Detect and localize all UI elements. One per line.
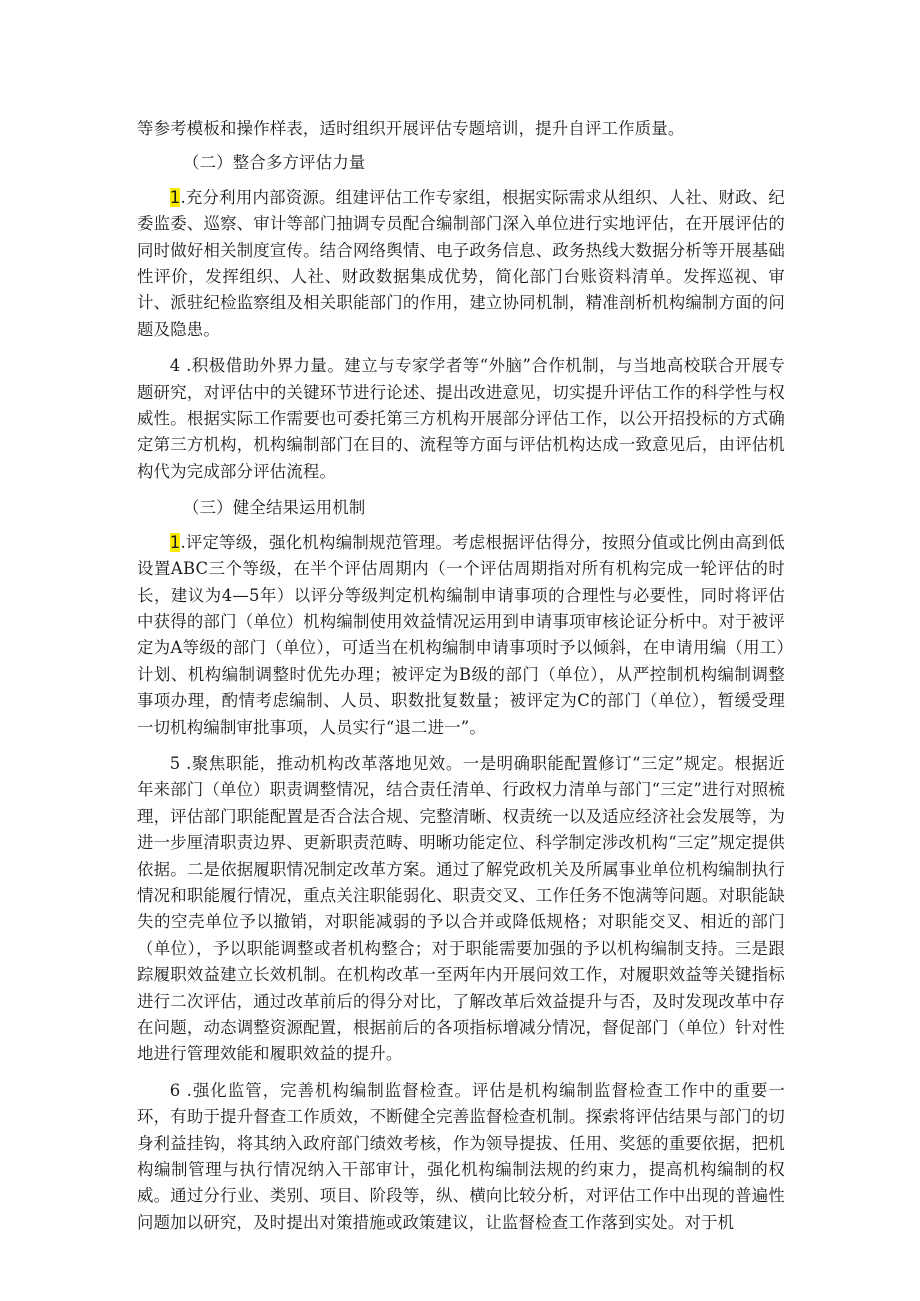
paragraph-text: .充分利用内部资源。组建评估工作专家组，根据实际需求从组织、人社、财政、纪委监委、巡察、审计等部门抽调专员配合编制部门深入单位进行实地评估，在开展评估的同时做好相关制度宣传。结合网络舆情、电子政务信息、政务热线大数据分析等开展基础性评价，发挥组织、人社、财政数据集成优势，简化部门台账资料清单。发挥巡视、审计、派驻纪检监察组及相关职能部门的作用，建立协同机制，精准剖析机构编制方面的问题及隐患。 xyxy=(137,187,785,339)
paragraph-function-focus: 5 .聚焦职能，推动机构改革落地见效。一是明确职能配置修订“三定”规定。根据近年来部门（单位）职责调整情况，结合责任清单、行政权力清单与部门“三定”进行对照梳理，评估部门职能配置是否合法合规、完整清晰、权责统一以及适应经济社会发展等，为进一步厘清职责边界、更新职责范畴、明晰功能定位、科学制定涉改机构“三定”规定提供依据。二是依据履职情况制定改革方案。通过了解党政机关及所属事业单位机构编制执行情况和职能履行情况，重点关注职能弱化、职责交叉、工作任务不饱满等问题。对职能缺失的空壳单位予以撤销，对职能减弱的予以合并或降低规格；对职能交叉、相近的部门（单位），予以职能调整或者机构整合；对于职能需要加强的予以机构编制支持。三是跟踪履职效益建立长效机制。在机构改革一至两年内开展问效工作，对履职效益等关键指标进行二次评估，通过改革前后的得分对比，了解改革后效益提升与否，及时发现改革中存在问题，动态调整资源配置，根据前后的各项指标增减分情况，督促部门（单位）针对性地进行管理效能和履职效益的提升。 xyxy=(137,753,785,1064)
highlighted-list-number: 1 xyxy=(169,187,181,207)
paragraph-text: .评定等级，强化机构编制规范管理。考虑根据评估得分，按照分值或比例由高到低设置ABC三个等级，在半个评估周期内（一个评估周期指对所有机构完成一轮评估的时长，建议为4—5年）以评分等级判定机构编制申请事项的合理性与必要性，同时将评估中获得的部门（单位）机构编制使用效益情况运用到申请事项审核论证分析中。对于被评定为A等级的部门（单位），可适当在机构编制申请事项时予以倾斜，在申请用编（用工）计划、机构编制调整时优先办理；被评定为B级的部门（单位），从严控制机构编制调整事项办理，酌情考虑编制、人员、职数批复数量；被评定为C的部门（单位），暂缓受理一切机构编制审批事项，人员实行“退二进一”。 xyxy=(137,532,785,737)
paragraph-grading xyxy=(137,530,785,741)
section-heading-3: （三）健全结果运用机制 xyxy=(183,498,366,518)
paragraph-external-forces: 4 .积极借助外界力量。建立与专家学者等“外脑”合作机制，与当地高校联合开展专题研究，对评估中的关键环节进行论述、提出改进意见，切实提升评估工作的科学性与权威性。根据实际工作需要也可委托第三方机构开展部分评估工作，以公开招投标的方式确定第三方机构，机构编制部门在目的、流程等方面与评估机构达成一致意见后，由评估机构代为完成部分评估流程。 xyxy=(137,356,785,481)
section-heading-2: （二）整合多方评估力量 xyxy=(183,153,366,173)
document-page xyxy=(137,116,785,1236)
highlighted-list-number: 1 xyxy=(169,532,181,552)
paragraph-supervision: 6 .强化监管，完善机构编制监督检查。评估是机构编制监督检查工作中的重要一环，有助于提升督查工作质效，不断健全完善监督检查机制。探索将评估结果与部门的切身利益挂钩，将其纳入政府部门绩效考核，作为领导提拔、任用、奖惩的重要依据，把机构编制管理与执行情况纳入干部审计，强化机构编制法规的约束力，提高机构编制的权威。通过分行业、类别、项目、阶段等，纵、横向比较分析，对评估工作中出现的普遍性问题加以研究，及时提出对策措施或政策建议，让监督检查工作落到实处。对于机 xyxy=(137,1080,785,1232)
paragraph-internal-resources xyxy=(137,185,785,343)
paragraph-continuation: 等参考模板和操作样表，适时组织开展评估专题培训，提升自评工作质量。 xyxy=(137,119,685,138)
